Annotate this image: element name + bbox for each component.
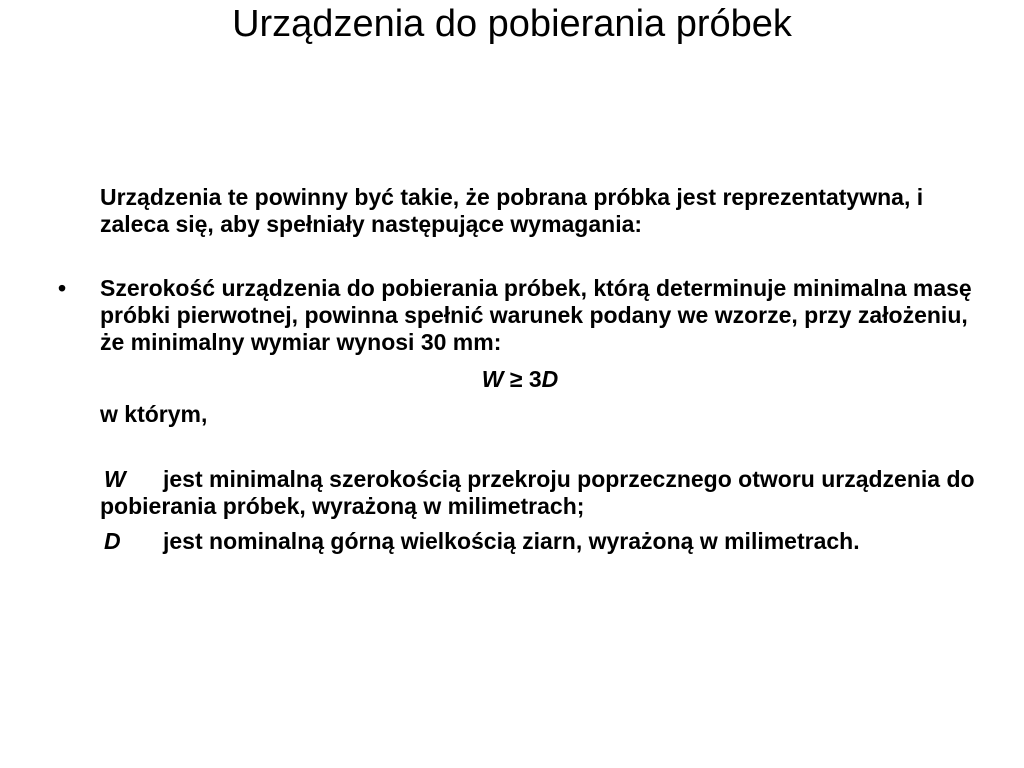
- definition-symbol: D: [104, 528, 121, 554]
- formula-lhs: W: [481, 366, 504, 392]
- bullet-marker: •: [58, 275, 67, 301]
- slide-content: [58, 184, 980, 555]
- formula-operator: ≥ 3: [503, 366, 542, 392]
- bullet-text: Szerokość urządzenia do pobierania próbek, którą determinuje minimalna masę próbki pierwotnej, powinna spełnić warunek podany we wzorze, przy założeniu, że minimalny wymiar wynosi 30 mm:: [100, 275, 972, 355]
- intro-paragraph: Urządzenia te powinny być takie, że pobrana próbka jest reprezentatywna, i zaleca się, aby spełniały następujące wymagania:: [100, 184, 924, 237]
- definition-text: jest minimalną szerokością przekroju poprzecznego otworu urządzenia do pobierania próbek, wyrażoną w milimetrach;: [100, 466, 975, 519]
- formula: [100, 366, 920, 393]
- slide-title: Urządzenia do pobierania próbek: [232, 3, 792, 45]
- definition-w: [100, 466, 980, 520]
- formula-rhs: D: [541, 366, 559, 392]
- where-label: w którym,: [100, 401, 208, 427]
- definition-symbol: W: [104, 466, 126, 492]
- definition-text: jest nominalną górną wielkością ziarn, wyrażoną w milimetrach.: [163, 528, 860, 554]
- bullet-item: [58, 275, 980, 555]
- definition-d: [100, 528, 980, 555]
